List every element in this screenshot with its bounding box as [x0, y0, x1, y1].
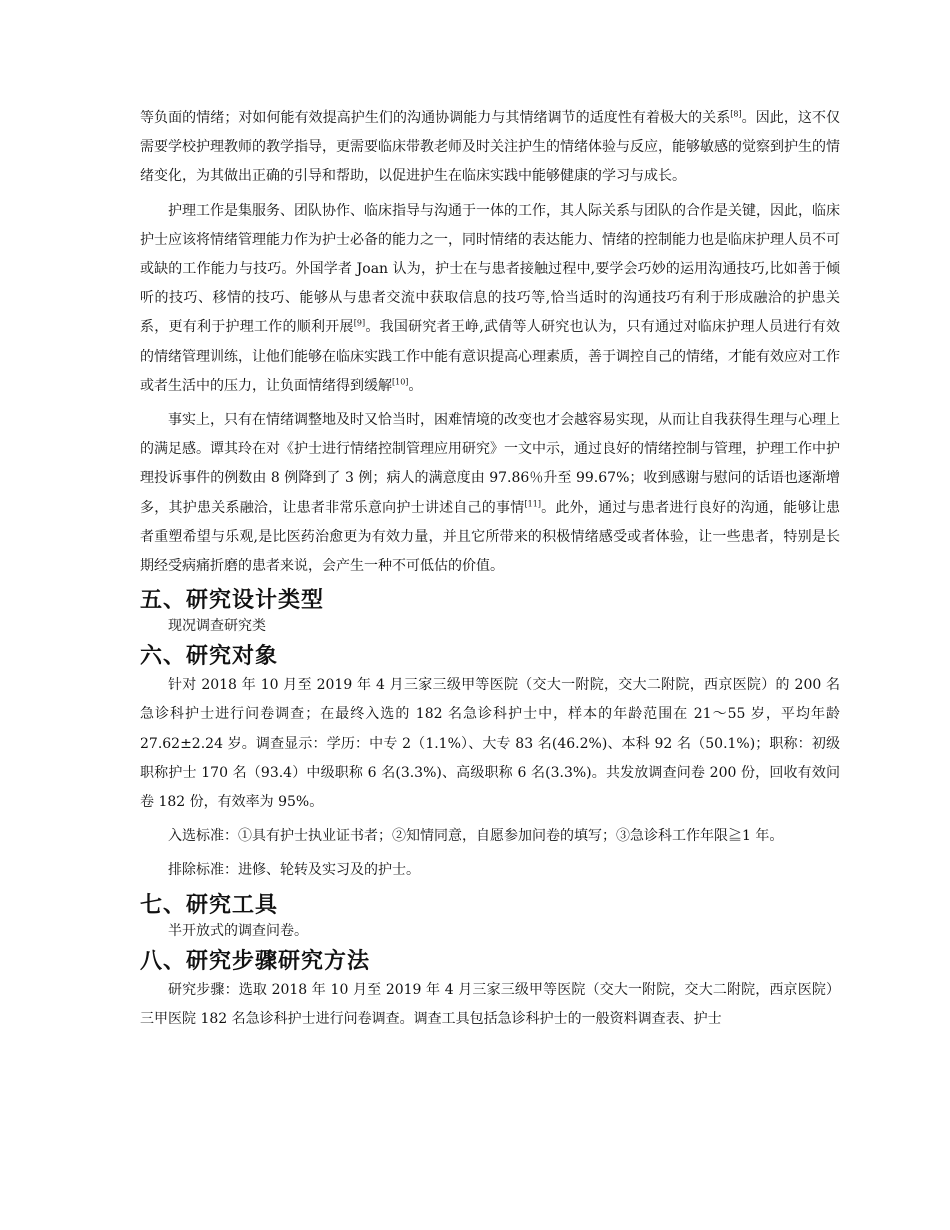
paragraph-text: 。因此，这不仅需要学校护理教师的教学指导，更需要临床带教老师及时关注护生的情绪体验与反应，能够敏感的觉察到护生的情绪变化，为其做出正确的引导和帮助，以促进护生在临床实践中能够健康的学习与成长。: [140, 110, 841, 185]
citation-ref: [8]: [730, 109, 742, 119]
inclusion-criteria: 入选标准：①具有护士执业证书者；②知情同意，自愿参加问卷的填写；③急诊科工作年限≧1 年。: [168, 828, 784, 845]
paragraph-text: 。: [408, 377, 423, 394]
exclusion-criteria: 排除标准：进修、轮转及实习及的护士。: [168, 862, 420, 879]
paragraph-text: 护理工作是集服务、团队协作、临床指导与沟通于一体的工作，其人际关系与团队的合作是关键，因此，临床护士应该将情绪管理能力作为护士必备的能力之一，同时情绪的表达能力、情绪的控制能力也是临床护理人员不可或缺的工作能力与技巧。外国学者 Joan 认为，护士在与患者接触过程中,要学会巧妙的运用沟通技巧,比如善于倾听的技巧、移情的技巧、能够从与患者交流中获取信息的技巧等,恰当适时的沟通技巧有利于形成融洽的护患关系，更有利于护理工作的顺利开展: [140, 202, 840, 336]
paragraph-text: 事实上，只有在情绪调整地及时又恰当时，困难情境的改变也才会越容易实现，从而让自我获得生理与心理上的满足感。谭其玲在对《护士进行情绪控制管理应用研究》一文中示，通过良好的情绪控制与管理，护理工作中护理投诉事件的例数由 8 例降到了 3 例；病人的满意度由 97.86％升至 99.67%；收到感谢与慰问的话语也逐渐增多，其护患关系融洽，让患者非常乐意向护士讲述自己的事情: [140, 412, 840, 516]
citation-ref: [10]: [392, 377, 409, 387]
section-heading-5: 五、研究设计类型: [140, 587, 325, 614]
section-8-body: 研究步骤：选取 2018 年 10 月至 2019 年 4 月三家三级甲等医院（交大一附院，交大二附院，西京医院）三甲医院 182 名急诊科护士进行问卷调查。调查工具包括急诊科护士的一般资料调查表、护士: [140, 981, 840, 1027]
section-heading-6: 六、研究对象: [140, 643, 279, 670]
section-6-body: 针对 2018 年 10 月至 2019 年 4 月三家三级甲等医院（交大一附院，交大二附院，西京医院）的 200 名急诊科护士进行问卷调查；在最终入选的 182 名急诊科护士中，样本的年龄范围在 21～55 岁，平均年龄 27.62±2.24 岁。调查显示：学历：中专 2（1.1%）、大专 83 名(46.2%)、本科 92 名（50.1%)；职称：初级职称护士 170 名（93.4）中级职称 6 名(3.3%)、高级职称 6 名(3.3%)。共发放调查问卷 200 份，回收有效问卷 182 份，有效率为 95%。: [140, 677, 840, 811]
section-5-body: 现况调查研究类: [168, 618, 266, 635]
citation-ref: [9]: [353, 318, 366, 328]
paragraph-nursing-work: [140, 197, 840, 401]
paragraph-text: 。我国研究者王峥,武倩等人研究也认为，只有通过对临床护理人员进行有效的情绪管理训练，让他们能够在临床实践工作中能有意识提高心理素质，善于调控自己的情绪，才能有效应对工作或者生活中的压力，让负面情绪得到缓解: [140, 319, 841, 394]
paragraph-text: 等负面的情绪；对如何能有效提高护生们的沟通协调能力与其情绪调节的适度性有着极大的关系: [140, 110, 731, 126]
paragraph-continuation: [140, 104, 840, 192]
section-7-body: 半开放式的调查问卷。: [168, 922, 308, 939]
document-page: [140, 104, 840, 1034]
paragraph-text: 。此外，通过与患者进行良好的沟通，能够让患者重塑希望与乐观,是比医药治愈更为有效力量，并且它所带来的积极情绪感受或者体验，让一些患者，特别是长期经受病痛折磨的患者来说，会产生一种不可低估的价值。: [140, 499, 841, 575]
section-heading-7: 七、研究工具: [140, 891, 279, 918]
paragraph-emotion-adjust: [140, 406, 840, 581]
section-heading-8: 八、研究步骤研究方法: [140, 947, 371, 974]
citation-ref: [11]: [524, 498, 541, 508]
